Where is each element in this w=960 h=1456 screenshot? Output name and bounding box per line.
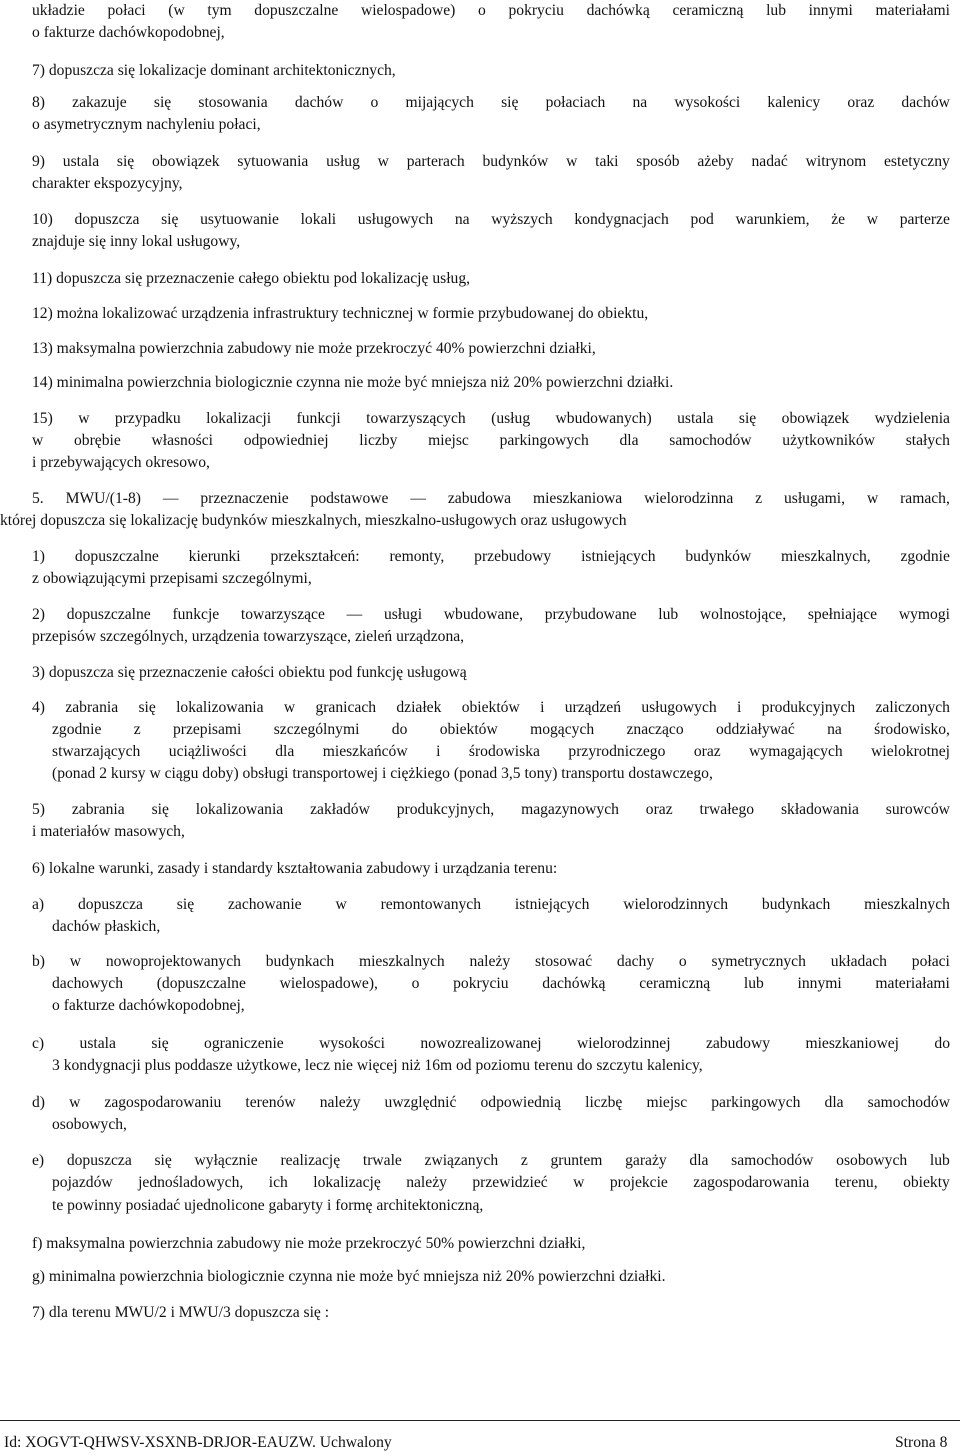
text-line: z obowiązującymi przepisami szczególnymi, bbox=[32, 570, 312, 587]
footer-id: Id: XOGVT-QHWSV-XSXNB-DRJOR-EAUZW. Uchwalony bbox=[4, 1434, 392, 1451]
text-line: znajduje się inny lokal usługowy, bbox=[32, 233, 241, 250]
text-line: stwarzających uciążliwości dla mieszkańców i środowiska przyrodniczego oraz wymagających wielokrotnej bbox=[52, 743, 950, 760]
text-line: 7) dla terenu MWU/2 i MWU/3 dopuszcza się : bbox=[32, 1304, 330, 1321]
text-line: e) dopuszcza się wyłącznie realizację trwale związanych z gruntem garaży dla samochodów osobowych lub bbox=[32, 1152, 950, 1169]
text-line: f) maksymalna powierzchnia zabudowy nie może przekroczyć 50% powierzchni działki, bbox=[32, 1235, 586, 1252]
text-line: d) w zagospodarowaniu terenów należy uwzględnić odpowiednią liczbę miejsc parkingowych dla samochodów bbox=[32, 1094, 950, 1111]
text-line: 4) zabrania się lokalizowania w granicach działek obiektów i urządzeń usługowych i produkcyjnych zaliczonych bbox=[32, 699, 950, 716]
text-line: 10) dopuszcza się usytuowanie lokali usługowych na wyższych kondygnacjach pod warunkiem, że w parterze bbox=[32, 211, 950, 228]
text-line: 15) w przypadku lokalizacji funkcji towarzyszących (usług wbudowanych) ustala się obowiązek wydzielenia bbox=[32, 410, 950, 427]
text-line: zgodnie z przepisami szczególnymi do obiektów mogących znacząco oddziaływać na środowisko, bbox=[52, 721, 950, 738]
text-line: b) w nowoprojektowanych budynkach mieszkalnych należy stosować dachy o symetrycznych układach połaci bbox=[32, 953, 950, 970]
text-line: 7) dopuszcza się lokalizacje dominant architektonicznych, bbox=[32, 62, 396, 79]
text-line: 11) dopuszcza się przeznaczenie całego obiektu pod lokalizację usług, bbox=[32, 270, 471, 287]
text-line: o asymetrycznym nachyleniu połaci, bbox=[32, 116, 261, 133]
text-line: 9) ustala się obowiązek sytuowania usług w parterach budynków w taki sposób ażeby nadać witrynom estetyczny bbox=[32, 153, 950, 170]
text-line: o fakturze dachówkopodobnej, bbox=[52, 997, 245, 1014]
text-line: (ponad 2 kursy w ciągu doby) obsługi transportowej i ciężkiego (ponad 3,5 tony) transportu dostawczego, bbox=[52, 765, 713, 782]
text-line: a) dopuszcza się zachowanie w remontowanych istniejących wielorodzinnych budynkach mieszkalnych bbox=[32, 896, 950, 913]
text-line: g) minimalna powierzchnia biologicznie czynna nie może być mniejsza niż 20% powierzchni działki. bbox=[32, 1268, 666, 1285]
text-line: 1) dopuszczalne kierunki przekształceń: remonty, przebudowy istniejących budynków mieszkalnych, zgodnie bbox=[32, 548, 950, 565]
text-line: osobowych, bbox=[52, 1116, 127, 1133]
text-line: w obrębie własności odpowiedniej liczby miejsc parkingowych dla samochodów użytkowników stałych bbox=[32, 432, 950, 449]
text-line: 5. MWU/(1-8) — przeznaczenie podstawowe — zabudowa mieszkaniowa wielorodzinna z usługami, w ramach, bbox=[32, 490, 950, 507]
text-line: dachów płaskich, bbox=[52, 918, 161, 935]
text-line: 5) zabrania się lokalizowania zakładów produkcyjnych, magazynowych oraz trwałego składowania surowców bbox=[32, 801, 950, 818]
text-line: 3) dopuszcza się przeznaczenie całości obiektu pod funkcję usługową bbox=[32, 664, 467, 681]
text-line: i materiałów masowych, bbox=[32, 823, 185, 840]
text-line: przepisów szczególnych, urządzenia towarzyszące, zieleń urządzona, bbox=[32, 628, 465, 645]
text-line: 3 kondygnacji plus poddasze użytkowe, lecz nie więcej niż 16m od poziomu terenu do szczytu kalenicy, bbox=[52, 1057, 703, 1074]
text-line: dachowych (dopuszczalne wielospadowe), o pokryciu dachówką ceramiczną lub innymi materiałami bbox=[52, 975, 950, 992]
page-number: Strona 8 bbox=[895, 1434, 948, 1451]
text-line: której dopuszcza się lokalizację budynków mieszkalnych, mieszkalno-usługowych oraz usługowych bbox=[0, 512, 627, 529]
text-line: 2) dopuszczalne funkcje towarzyszące — usługi wbudowane, przybudowane lub wolnostojące, spełniające wymogi bbox=[32, 606, 950, 623]
text-line: pojazdów jednośladowych, ich lokalizację należy przewidzieć w projekcie zagospodarowania terenu, obiekty bbox=[52, 1174, 950, 1191]
text-line: 6) lokalne warunki, zasady i standardy kształtowania zabudowy i urządzania terenu: bbox=[32, 860, 558, 877]
text-line: charakter ekspozycyjny, bbox=[32, 175, 183, 192]
text-line: c) ustala się ograniczenie wysokości nowozrealizowanej wielorodzinnej zabudowy mieszkaniowej do bbox=[32, 1035, 950, 1052]
footer-divider bbox=[0, 1420, 960, 1421]
text-line: o fakturze dachówkopodobnej, bbox=[32, 24, 225, 41]
text-line: 8) zakazuje się stosowania dachów o mijających się połaciach na wysokości kalenicy oraz dachów bbox=[32, 94, 950, 111]
text-line: te powinny posiadać ujednolicone gabaryty i formę architektoniczną, bbox=[52, 1197, 484, 1214]
text-line: 14) minimalna powierzchnia biologicznie czynna nie może być mniejsza niż 20% powierzchni działki. bbox=[32, 374, 674, 391]
text-line: i przebywających okresowo, bbox=[32, 454, 210, 471]
text-line: 12) można lokalizować urządzenia infrastruktury technicznej w formie przybudowanej do obiektu, bbox=[32, 305, 649, 322]
text-line: układzie połaci (w tym dopuszczalne wielospadowe) o pokryciu dachówką ceramiczną lub innymi materiałami bbox=[32, 2, 950, 19]
text-line: 13) maksymalna powierzchnia zabudowy nie może przekroczyć 40% powierzchni działki, bbox=[32, 340, 596, 357]
